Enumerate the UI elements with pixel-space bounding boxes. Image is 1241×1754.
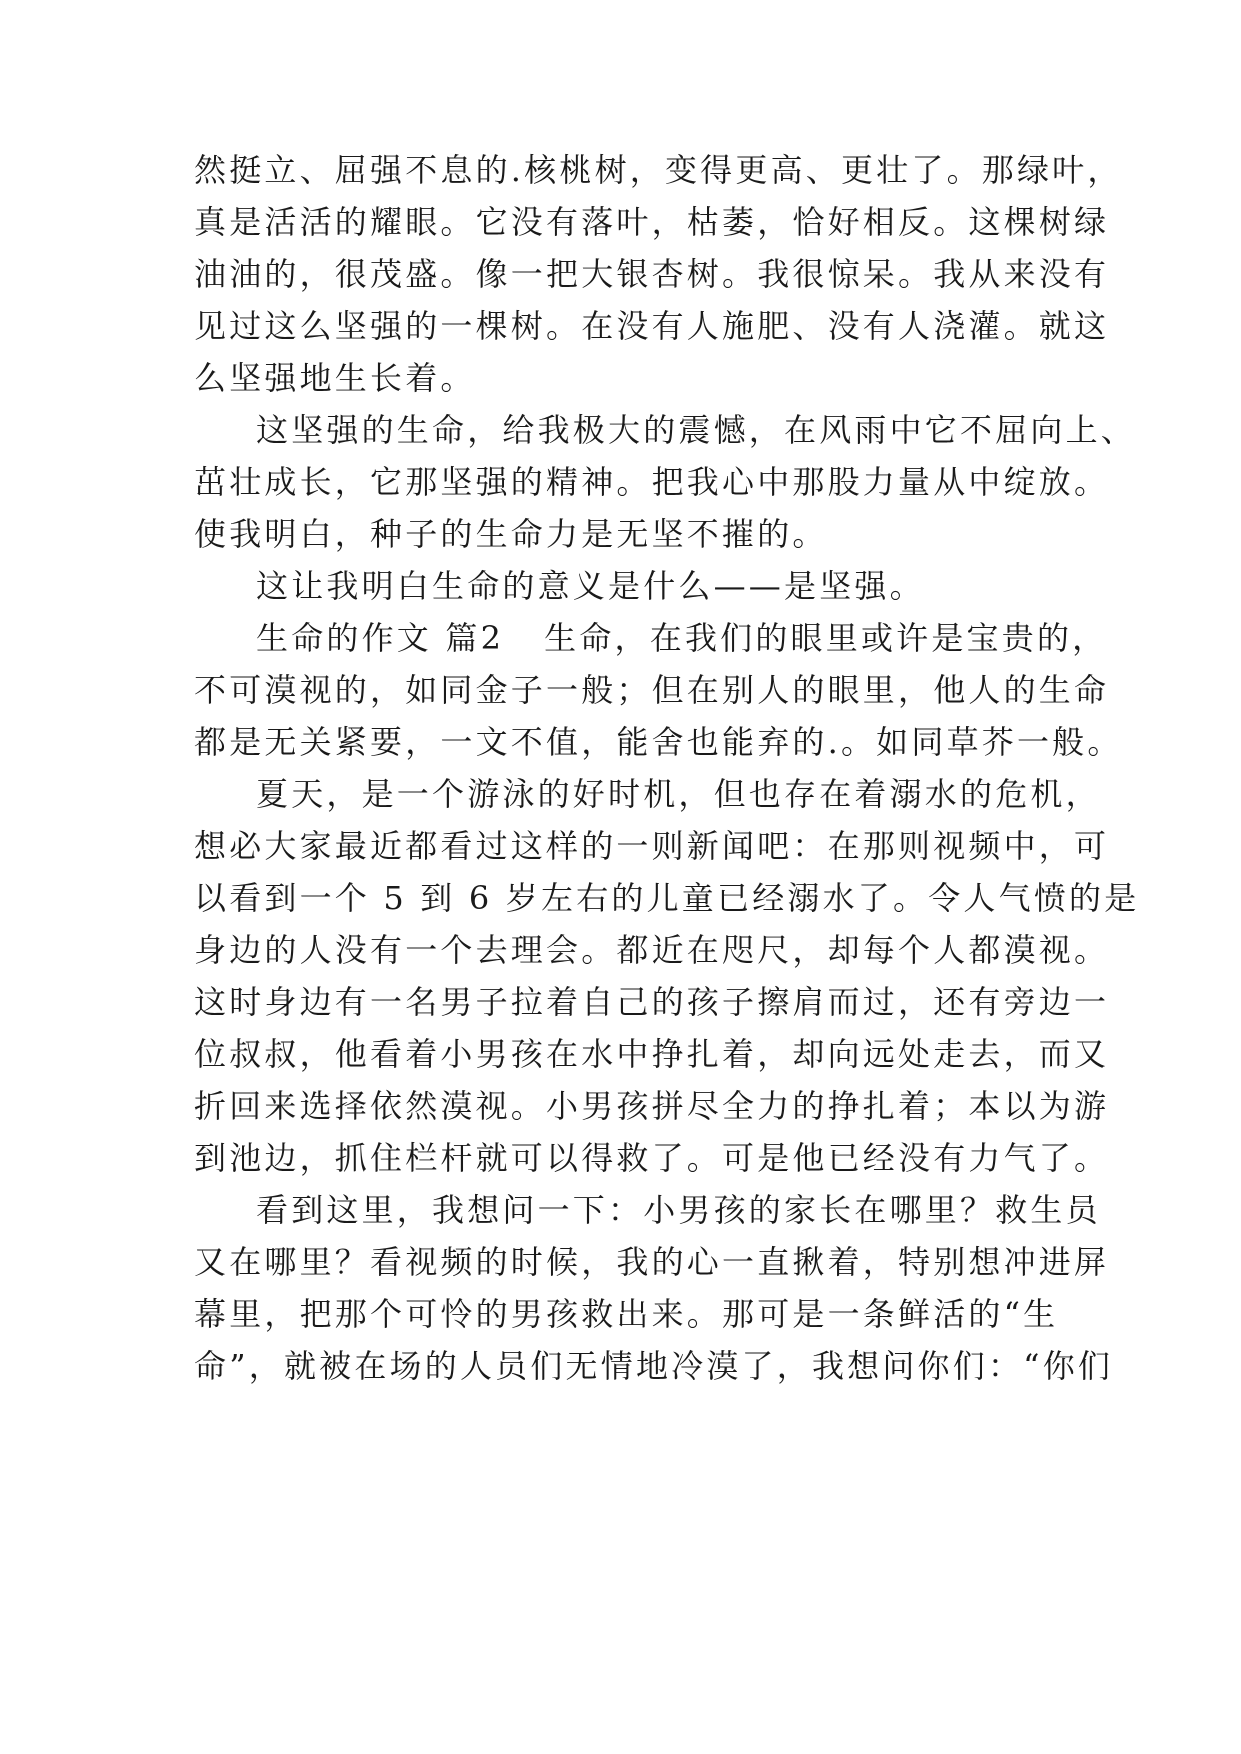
paragraph-line: 么坚强地生长着。 (194, 359, 476, 397)
paragraph-line: 到池边，抓住栏杆就可以得救了。可是他已经没有力气了。 (194, 1139, 1110, 1177)
paragraph-line: 见过这么坚强的一棵树。在没有人施肥、没有人浇灌。就这 (194, 307, 1110, 345)
paragraph-line: 想必大家最近都看过这样的一则新闻吧：在那则视频中，可 (194, 827, 1110, 865)
paragraph-line: 以看到一个 5 到 6 岁左右的儿童已经溺水了。令人气愤的是 (194, 879, 1140, 917)
paragraph-line: 这坚强的生命，给我极大的震憾，在风雨中它不屈向上、 (256, 411, 1137, 449)
paragraph-text: 生命，在我们的眼里或许是宝贵的， (544, 619, 1108, 657)
paragraph-line: 命”，就被在场的人员们无情地冷漠了，我想问你们：“你们 (194, 1347, 1114, 1385)
paragraph-line: 夏天，是一个游泳的好时机，但也存在着溺水的危机， (256, 775, 1101, 813)
paragraph-line: 折回来选择依然漠视。小男孩拼尽全力的挣扎着；本以为游 (194, 1087, 1110, 1125)
paragraph-line: 然挺立、屈强不息的.核桃树，变得更高、更壮了。那绿叶， (194, 151, 1123, 189)
paragraph-line: 幕里，把那个可怜的男孩救出来。那可是一条鲜活的“生 (194, 1295, 1059, 1333)
paragraph-line: 这时身边有一名男子拉着自己的孩子擦肩而过，还有旁边一 (194, 983, 1110, 1021)
paragraph-line: 都是无关紧要，一文不值，能舍也能弃的.。如同草芥一般。 (194, 723, 1123, 761)
paragraph-line: 茁壮成长，它那坚强的精神。把我心中那股力量从中绽放。 (194, 463, 1110, 501)
paragraph-line: 又在哪里？看视频的时候，我的心一直揪着，特别想冲进屏 (194, 1243, 1110, 1281)
section-heading-line (256, 618, 1108, 658)
paragraph-line: 看到这里，我想问一下：小男孩的家长在哪里？救生员 (256, 1191, 1101, 1229)
paragraph-line: 不可漠视的，如同金子一般；但在别人的眼里，他人的生命 (194, 671, 1110, 709)
paragraph-line: 使我明白，种子的生命力是无坚不摧的。 (194, 515, 828, 553)
paragraph-line: 这让我明白生命的意义是什么——是坚强。 (256, 567, 925, 605)
paragraph-line: 位叔叔，他看着小男孩在水中挣扎着，却向远处走去，而又 (194, 1035, 1110, 1073)
paragraph-line: 身边的人没有一个去理会。都近在咫尺，却每个人都漠视。 (194, 931, 1110, 969)
paragraph-line: 真是活活的耀眼。它没有落叶，枯萎，恰好相反。这棵树绿 (194, 203, 1110, 241)
section-heading: 生命的作文 篇2 (256, 619, 505, 657)
paragraph-line: 油油的，很茂盛。像一把大银杏树。我很惊呆。我从来没有 (194, 255, 1110, 293)
